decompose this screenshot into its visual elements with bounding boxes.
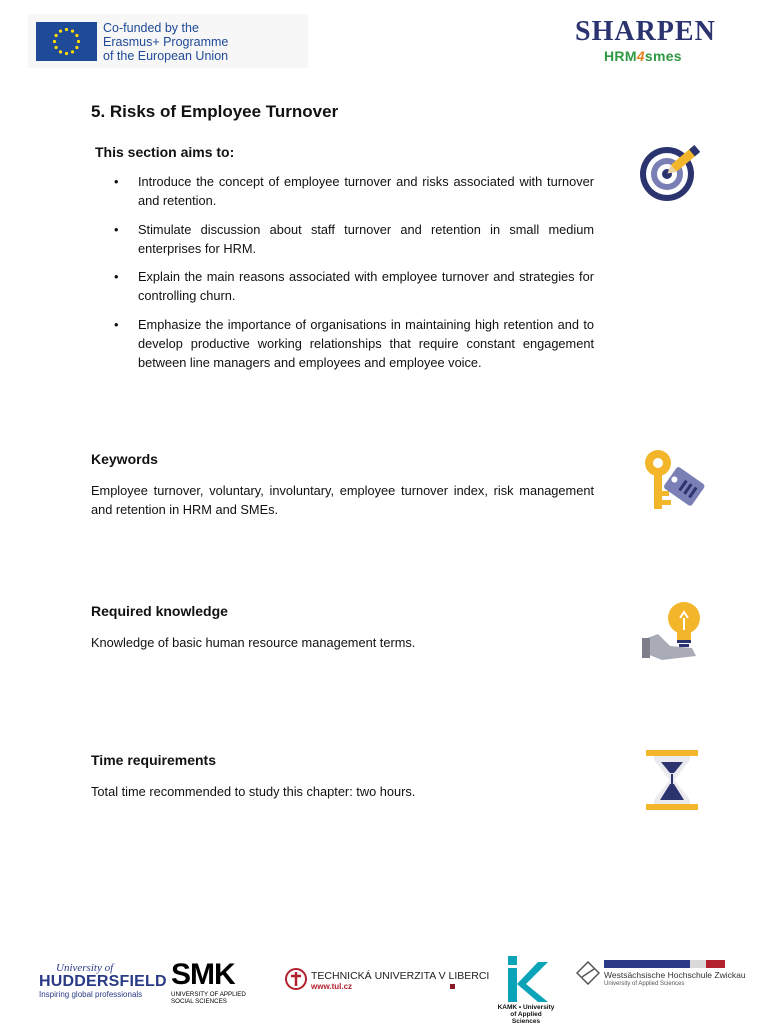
huddersfield-name: HUDDERSFIELD [39,973,167,990]
list-item: • Emphasize the importance of organisations in maintaining high retention and to develop productive working relationships that require constant engagement between line managers and employees and employee voice. [114,316,594,370]
keys-icon [640,447,710,515]
hrm4smes-logo: HRM4smes [604,48,682,64]
tul-square [450,984,455,989]
time-text: Total time recommended to study this chapter: two hours. [91,784,416,799]
sharpen-logo [575,16,716,48]
sharpen-logo-text: SHARPEN [575,16,716,47]
huddersfield-logo: University of [56,962,114,974]
whz-emblem-icon [576,961,600,985]
lightbulb-hand-icon [640,600,706,664]
whz-subtitle: University of Applied Sciences [604,981,685,987]
kamk-text: KAMK • University of Applied Sciences [497,1004,555,1025]
bullet-mark: • [114,269,119,284]
eu-flag-icon [36,22,97,61]
list-item: • Explain the main reasons associated with employee turnover and strategies for controlling churn. [114,269,594,303]
tul-logo: TECHNICKÁ UNIVERZITA V LIBERCI [311,970,490,982]
aims-list [112,172,594,381]
whz-bar-grey [690,960,706,968]
time-heading: Time requirements [91,752,217,768]
smk-logo: SMK [171,958,235,991]
whz-bar-red [706,960,725,968]
list-item: • Introduce the concept of employee turnover and risks associated with turnover and retention. [114,174,594,208]
list-item: • Stimulate discussion about staff turnover and retention in small medium enterprises for HRM. [114,221,594,256]
section-title: 5. Risks of Employee Turnover [91,102,339,121]
whz-name: Westsächsische Hochschule Zwickau [604,970,746,980]
bullet-mark: • [114,316,119,332]
keywords-heading: Keywords [91,451,158,467]
bullet-mark: • [114,221,119,237]
kamk-logo-icon [504,956,548,1002]
keywords-text: Employee turnover, voluntary, involuntary, employee turnover index, risk management and retention in HRM and SMEs. [91,483,594,517]
bullet-mark: • [114,174,119,189]
hourglass-icon [644,748,700,812]
smk-subtitle: UNIVERSITY OF APPLIED SOCIAL SCIENCES [171,991,246,1005]
tul-emblem-icon [285,968,307,990]
aims-heading: This section aims to: [95,144,235,160]
knowledge-heading: Required knowledge [91,603,228,619]
tul-url: www.tul.cz [311,982,353,991]
huddersfield-tagline: Inspiring global professionals [39,990,143,999]
eu-cofunded-text: Co-funded by the Erasmus+ Programme of the European Union [103,21,229,63]
target-icon [638,141,704,203]
whz-bar-blue [604,960,690,968]
knowledge-text: Knowledge of basic human resource management terms. [91,635,416,650]
